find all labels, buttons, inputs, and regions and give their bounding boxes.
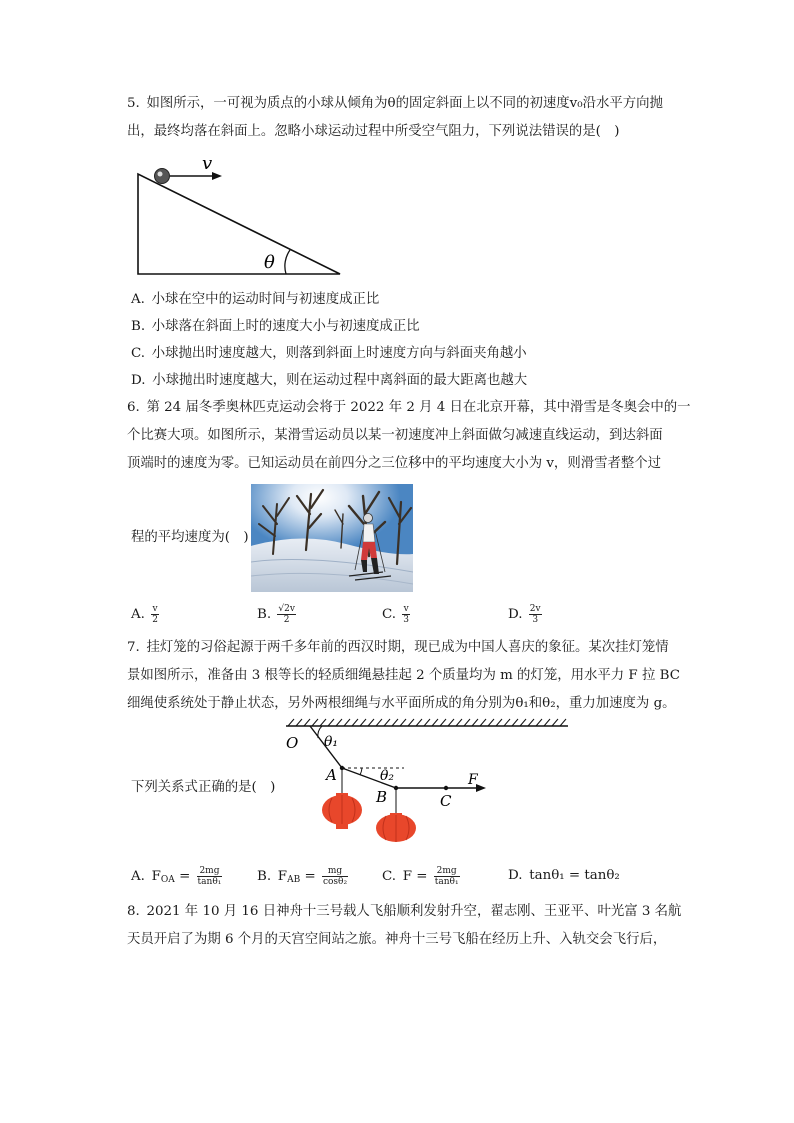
q7-line-3: 细绳使系统处于静止状态，另外两根细绳与水平面所成的角分别为θ₁和θ₂，重力加速度为 g。 — [127, 696, 676, 711]
fraction: $\frac{v}{3}$ — [403, 604, 410, 625]
velocity-label: v — [202, 153, 213, 174]
skier-photo — [251, 484, 413, 592]
q7-lantern-figure — [280, 718, 580, 848]
label-b: B — [376, 788, 388, 806]
label-a: A — [326, 766, 337, 784]
fraction: $\frac{√2v}{2}$ — [278, 604, 295, 625]
q8-line-2: 天员开启了为期 6 个月的天宫空间站之旅。神舟十三号飞船在经历上升、入轨交会飞行后， — [127, 932, 667, 947]
ball — [155, 169, 170, 184]
label-theta1: θ₁ — [324, 734, 339, 750]
fraction: $\frac{v}{2}$ — [152, 604, 158, 625]
incline-triangle — [138, 174, 340, 274]
fraction: $\frac{2v}{3}$ — [529, 604, 541, 625]
q6-option-c: C. $\frac{v}{3}$ — [382, 604, 410, 625]
q5-line-1: 5. 如图所示，一可视为质点的小球从倾角为θ的固定斜面上以不同的初速度v₀沿水平方向抛 — [127, 96, 663, 111]
q5-incline-figure — [130, 150, 350, 280]
q7-line-1: 7. 挂灯笼的习俗起源于两千多年前的西汉时期，现已成为中国人喜庆的象征。某次挂灯笼情 — [127, 640, 669, 655]
label-c: C — [440, 792, 452, 810]
fraction: $\frac{mg}{\text{cosθ₂}}$ — [322, 866, 348, 887]
label-theta2: θ₂ — [380, 768, 395, 784]
lantern-2 — [376, 813, 416, 842]
ball-highlight — [158, 172, 163, 177]
q7-option-c: C. F = $\frac{2mg}{\text{tanθ₁}}$ — [382, 866, 459, 887]
q6-line-4: 程的平均速度为( ) — [131, 530, 249, 545]
lantern-1 — [322, 793, 362, 829]
q5-option-a: A. 小球在空中的运动时间与初速度成正比 — [131, 292, 380, 307]
q6-option-b: B. $\frac{√2v}{2}$ — [257, 604, 295, 625]
q7-line-2: 景如图所示，准备由 3 根等长的轻质细绳悬挂起 2 个质量均为 m 的灯笼，用水平力 F 拉 BC — [127, 668, 680, 683]
q5-option-c: C. 小球抛出时速度越大，则落到斜面上时速度方向与斜面夹角越小 — [131, 346, 527, 361]
q6-line-3: 顶端时的速度为零。已知运动员在前四分之三位移中的平均速度大小为 v，则滑雪者整个过 — [127, 456, 662, 471]
q6-line-1: 6. 第 24 届冬季奥林匹克运动会将于 2022 年 2 月 4 日在北京开幕，其中滑雪是冬奥会中的一 — [127, 400, 691, 415]
q7-option-d: D. tanθ₁ = tanθ₂ — [508, 868, 620, 883]
label-o: O — [286, 734, 299, 752]
q5-option-b: B. 小球落在斜面上时的速度大小与初速度成正比 — [131, 319, 420, 334]
q8-line-1: 8. 2021 年 10 月 16 日神舟十三号载人飞船顺利发射升空，翟志刚、王亚平、叶光富 3 名航 — [127, 904, 682, 919]
fraction: $\frac{2mg}{\text{tanθ₁}}$ — [434, 866, 459, 887]
theta-label: θ — [264, 252, 275, 273]
angle-arc — [285, 250, 290, 274]
q5-line-2: 出，最终均落在斜面上。忽略小球运动过程中所受空气阻力，下列说法错误的是( ) — [127, 124, 620, 139]
fraction: $\frac{2mg}{\text{tanθ₁}}$ — [197, 866, 222, 887]
q7-option-a: A. $F_{OA}$ = $\frac{2mg}{\text{tanθ₁}}$ — [131, 866, 222, 887]
label-f: F — [468, 772, 478, 788]
q7-option-b: B. $F_{AB}$ = $\frac{mg}{\text{cosθ₂}}$ — [257, 866, 348, 887]
q7-line-4: 下列关系式正确的是( ) — [131, 780, 276, 795]
q6-option-d: D. $\frac{2v}{3}$ — [508, 604, 541, 625]
velocity-arrow-head — [212, 172, 222, 180]
q5-option-d: D. 小球抛出时速度越大，则在运动过程中离斜面的最大距离也越大 — [131, 373, 528, 388]
q6-line-2: 个比赛大项。如图所示，某滑雪运动员以某一初速度冲上斜面做匀减速直线运动，到达斜面 — [127, 428, 663, 443]
q6-option-a: A. $\frac{v}{2}$ — [131, 604, 158, 625]
